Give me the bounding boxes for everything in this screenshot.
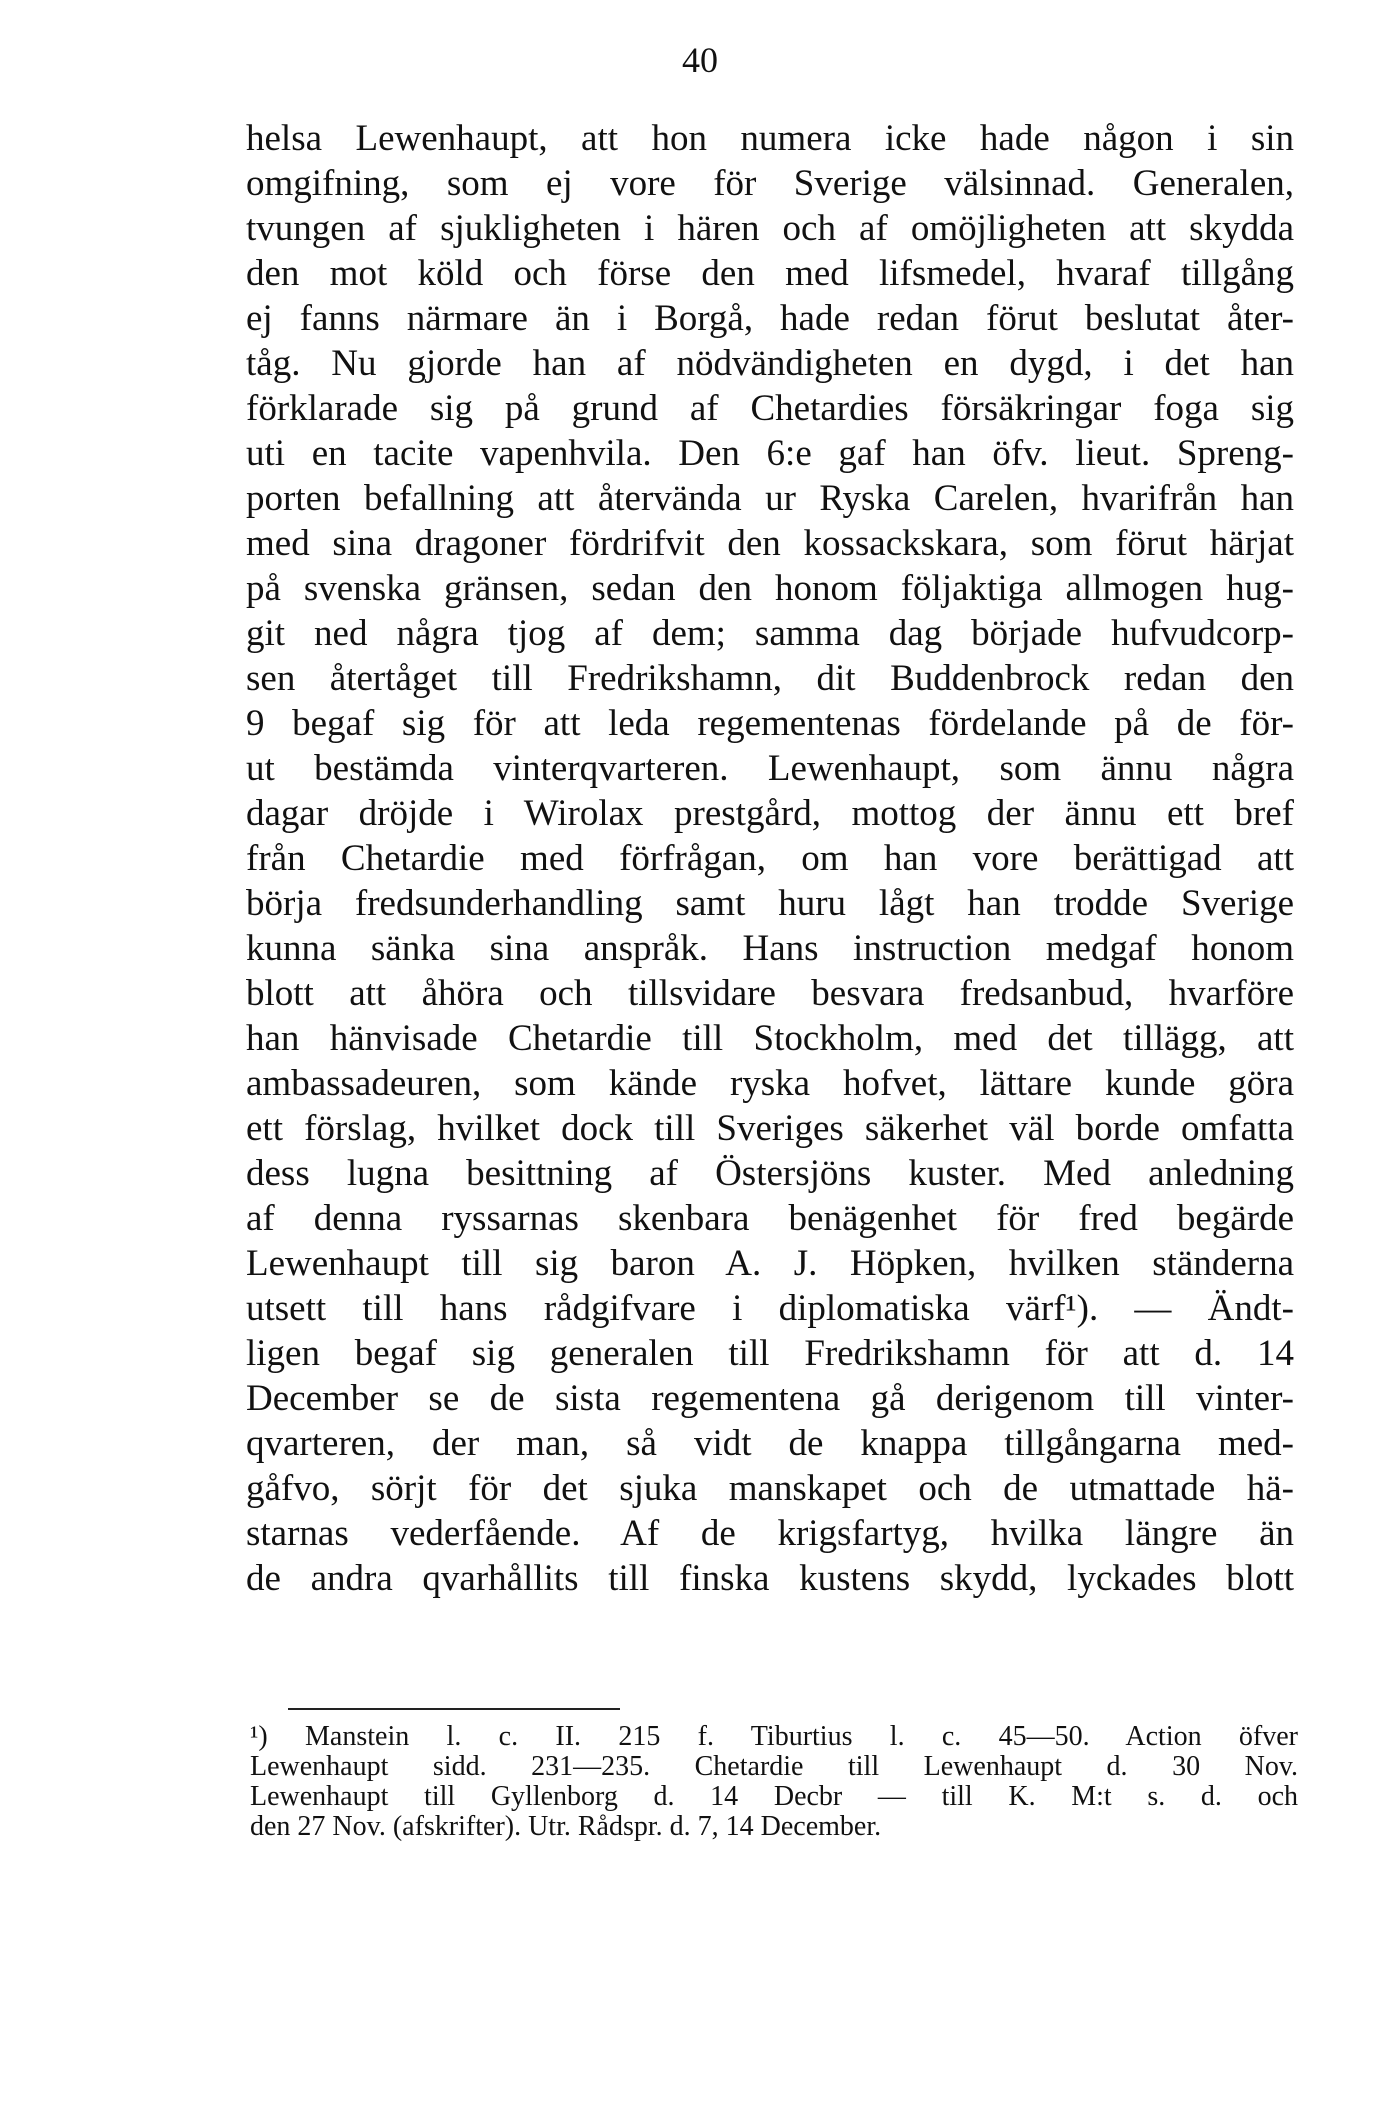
body-line: från Chetardie med förfrågan, om han vore berättigad att [246,838,1294,879]
body-line: ligen begaf sig generalen till Fredrikshamn för att d. 14 [246,1333,1294,1374]
footnotes [250,1722,1298,1842]
body-line: starnas vederfående. Af de krigsfartyg, hvilka längre än [246,1513,1294,1554]
body-line: förklarade sig på grund af Chetardies försäkringar foga sig [246,388,1294,429]
body-line: Lewenhaupt till sig baron A. J. Höpken, hvilken ständerna [246,1243,1294,1284]
body-line: ej fanns närmare än i Borgå, hade redan förut beslutat åter- [246,298,1294,339]
body-line: helsa Lewenhaupt, att hon numera icke hade någon i sin [246,118,1294,159]
body-line: på svenska gränsen, sedan den honom följaktiga allmogen hug- [246,568,1294,609]
body-line: 9 begaf sig för att leda regementenas fördelande på de för- [246,703,1294,744]
body-line: ett förslag, hvilket dock till Sveriges säkerhet väl borde omfatta [246,1108,1294,1149]
body-line: af denna ryssarnas skenbara benägenhet för fred begärde [246,1198,1294,1239]
body-line: qvarteren, der man, så vidt de knappa tillgångarna med- [246,1423,1294,1464]
body-line: ut bestämda vinterqvarteren. Lewenhaupt, som ännu några [246,748,1294,789]
body-line: omgifning, som ej vore för Sverige välsinnad. Generalen, [246,163,1294,204]
footnote-line: Lewenhaupt till Gyllenborg d. 14 Decbr — till K. M:t s. d. och [250,1782,1298,1812]
body-line: utsett till hans rådgifvare i diplomatiska värf¹). — Ändt- [246,1288,1294,1329]
body-line: dagar dröjde i Wirolax prestgård, mottog der ännu ett bref [246,793,1294,834]
body-line: tvungen af sjukligheten i hären och af omöjligheten att skydda [246,208,1294,249]
page-number: 40 [682,40,718,80]
body-line: porten befallning att återvända ur Ryska Carelen, hvarifrån han [246,478,1294,519]
body-line: dess lugna besittning af Östersjöns kuster. Med anledning [246,1153,1294,1194]
body-line: sen återtåget till Fredrikshamn, dit Buddenbrock redan den [246,658,1294,699]
footnote-line: Lewenhaupt sidd. 231—235. Chetardie till Lewenhaupt d. 30 Nov. [250,1752,1298,1782]
body-line: börja fredsunderhandling samt huru lågt han trodde Sverige [246,883,1294,924]
body-line: med sina dragoner fördrifvit den kossackskara, som förut härjat [246,523,1294,564]
body-line: gåfvo, sörjt för det sjuka manskapet och de utmattade hä- [246,1468,1294,1509]
body-line: tåg. Nu gjorde han af nödvändigheten en dygd, i det han [246,343,1294,384]
body-line: ambassadeuren, som kände ryska hofvet, lättare kunde göra [246,1063,1294,1104]
body-line: uti en tacite vapenhvila. Den 6:e gaf han öfv. lieut. Spreng- [246,433,1294,474]
body-line: December se de sista regementena gå derigenom till vinter- [246,1378,1294,1419]
body-line: han hänvisade Chetardie till Stockholm, med det tillägg, att [246,1018,1294,1059]
footnote-line: den 27 Nov. (afskrifter). Utr. Rådspr. d. 7, 14 December. [250,1812,882,1842]
body-text [246,116,1294,1601]
body-line: den mot köld och förse den med lifsmedel, hvaraf tillgång [246,253,1294,294]
footnote-line: ¹) Manstein l. c. II. 215 f. Tiburtius l. c. 45—50. Action öfver [250,1722,1298,1752]
body-line: kunna sänka sina anspråk. Hans instruction medgaf honom [246,928,1294,969]
body-line: de andra qvarhållits till finska kustens skydd, lyckades blott [246,1558,1294,1599]
body-line: git ned några tjog af dem; samma dag började hufvudcorp- [246,613,1294,654]
body-line: blott att åhöra och tillsvidare besvara fredsanbud, hvarföre [246,973,1294,1014]
footnote-divider [288,1708,620,1710]
